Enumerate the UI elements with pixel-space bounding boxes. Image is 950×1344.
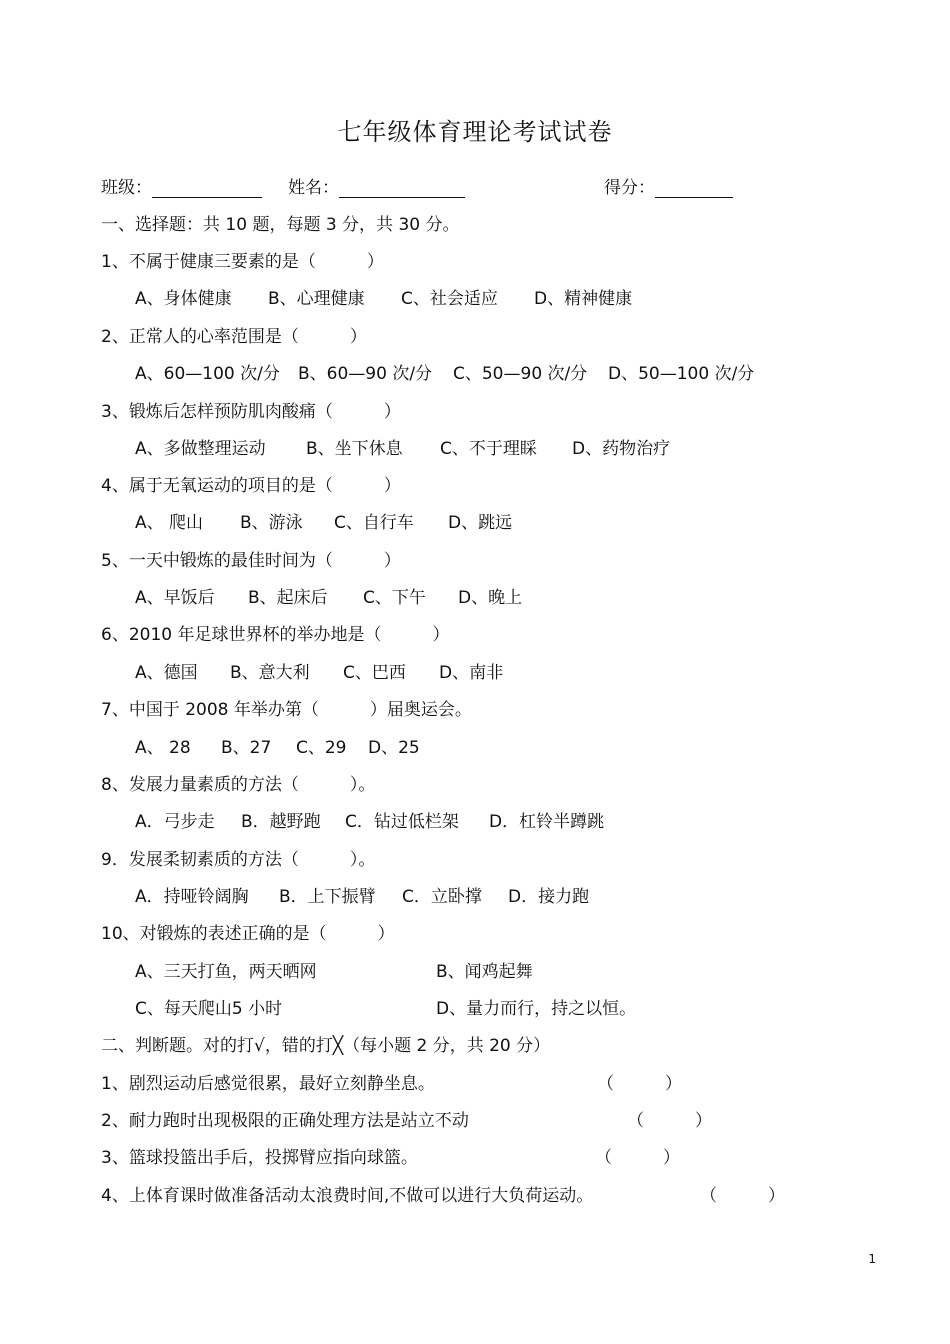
option: B、起床后 bbox=[248, 588, 328, 608]
score-field bbox=[604, 173, 733, 198]
option: C、每天爬山5 小时 bbox=[135, 999, 283, 1019]
option: C、50—90 次/分 bbox=[453, 364, 588, 384]
question-9: 9．发展柔韧素质的方法（ ）。 bbox=[101, 850, 376, 870]
option: A、德国 bbox=[135, 663, 198, 683]
option: A．持哑铃阔胸 bbox=[135, 887, 249, 907]
score-blank[interactable] bbox=[655, 179, 733, 198]
option: B．上下振臂 bbox=[279, 887, 376, 907]
option: A、身体健康 bbox=[135, 289, 232, 309]
header-row bbox=[101, 173, 262, 198]
class-label: 班级： bbox=[101, 178, 152, 198]
option: C、巴西 bbox=[343, 663, 406, 683]
option: B、闻鸡起舞 bbox=[436, 962, 533, 982]
option: D．杠铃半蹲跳 bbox=[489, 812, 605, 832]
option: B、心理健康 bbox=[268, 289, 365, 309]
section2-heading: 二、判断题。对的打√，错的打╳（每小题 2 分，共 20 分） bbox=[101, 1036, 551, 1056]
option: B、60—90 次/分 bbox=[298, 364, 433, 384]
question-1: 1、不属于健康三要素的是（ ） bbox=[101, 252, 384, 272]
name-blank[interactable] bbox=[339, 179, 465, 198]
answer-paren[interactable]: （ ） bbox=[627, 1111, 712, 1131]
score-label: 得分： bbox=[604, 178, 655, 198]
option: C、下午 bbox=[363, 588, 426, 608]
option: C、社会适应 bbox=[401, 289, 498, 309]
answer-paren[interactable]: （ ） bbox=[700, 1186, 785, 1206]
section1-heading: 一、选择题：共 10 题，每题 3 分，共 30 分。 bbox=[101, 215, 460, 235]
question-5: 5、一天中锻炼的最佳时间为（ ） bbox=[101, 551, 401, 571]
option: B、游泳 bbox=[240, 513, 303, 533]
judge-item-2: 2、耐力跑时出现极限的正确处理方法是站立不动 bbox=[101, 1111, 469, 1131]
question-3: 3、锻炼后怎样预防肌肉酸痛（ ） bbox=[101, 402, 401, 422]
option: D、50—100 次/分 bbox=[608, 364, 755, 384]
judge-item-4: 4、上体育课时做准备活动太浪费时间,不做可以进行大负荷运动。 bbox=[101, 1186, 594, 1206]
option: D、晚上 bbox=[458, 588, 523, 608]
judge-item-1: 1、剧烈运动后感觉很累，最好立刻静坐息。 bbox=[101, 1074, 435, 1094]
name-label: 姓名： bbox=[288, 178, 339, 198]
question-7: 7、中国于 2008 年举办第（ ）届奥运会。 bbox=[101, 700, 472, 720]
option: A、多做整理运动 bbox=[135, 439, 266, 459]
option: A、 28 bbox=[135, 738, 191, 758]
option: A．弓步走 bbox=[135, 812, 215, 832]
option: A、60—100 次/分 bbox=[135, 364, 280, 384]
option: A、三天打鱼，两天晒网 bbox=[135, 962, 317, 982]
option: D、精神健康 bbox=[534, 289, 633, 309]
option: B、坐下休息 bbox=[306, 439, 403, 459]
option: B、意大利 bbox=[230, 663, 310, 683]
question-2: 2、正常人的心率范围是（ ） bbox=[101, 327, 367, 347]
answer-paren[interactable]: （ ） bbox=[595, 1148, 680, 1168]
option: C．立卧撑 bbox=[402, 887, 482, 907]
option: D、南非 bbox=[439, 663, 504, 683]
option: C、不于理睬 bbox=[440, 439, 537, 459]
option: D、25 bbox=[368, 738, 420, 758]
option: C、自行车 bbox=[334, 513, 414, 533]
name-field bbox=[288, 173, 465, 198]
option: D．接力跑 bbox=[508, 887, 590, 907]
option: B．越野跑 bbox=[241, 812, 321, 832]
option: D、量力而行，持之以恒。 bbox=[436, 999, 637, 1019]
option: A、早饭后 bbox=[135, 588, 215, 608]
option: D、药物治疗 bbox=[572, 439, 671, 459]
option: D、跳远 bbox=[448, 513, 513, 533]
option: B、27 bbox=[221, 738, 272, 758]
question-6: 6、2010 年足球世界杯的举办地是（ ） bbox=[101, 625, 450, 645]
option: A、 爬山 bbox=[135, 513, 204, 533]
page-title: 七年级体育理论考试试卷 bbox=[337, 118, 613, 146]
option: C、29 bbox=[296, 738, 347, 758]
class-blank[interactable] bbox=[152, 179, 262, 198]
judge-item-3: 3、篮球投篮出手后，投掷臂应指向球篮。 bbox=[101, 1148, 418, 1168]
option: C．钻过低栏架 bbox=[345, 812, 459, 832]
answer-paren[interactable]: （ ） bbox=[597, 1074, 682, 1094]
page-number: 1 bbox=[868, 1252, 876, 1266]
question-10: 10、对锻炼的表述正确的是（ ） bbox=[101, 924, 395, 944]
question-4: 4、属于无氧运动的项目的是（ ） bbox=[101, 476, 401, 496]
question-8: 8、发展力量素质的方法（ ）。 bbox=[101, 775, 376, 795]
